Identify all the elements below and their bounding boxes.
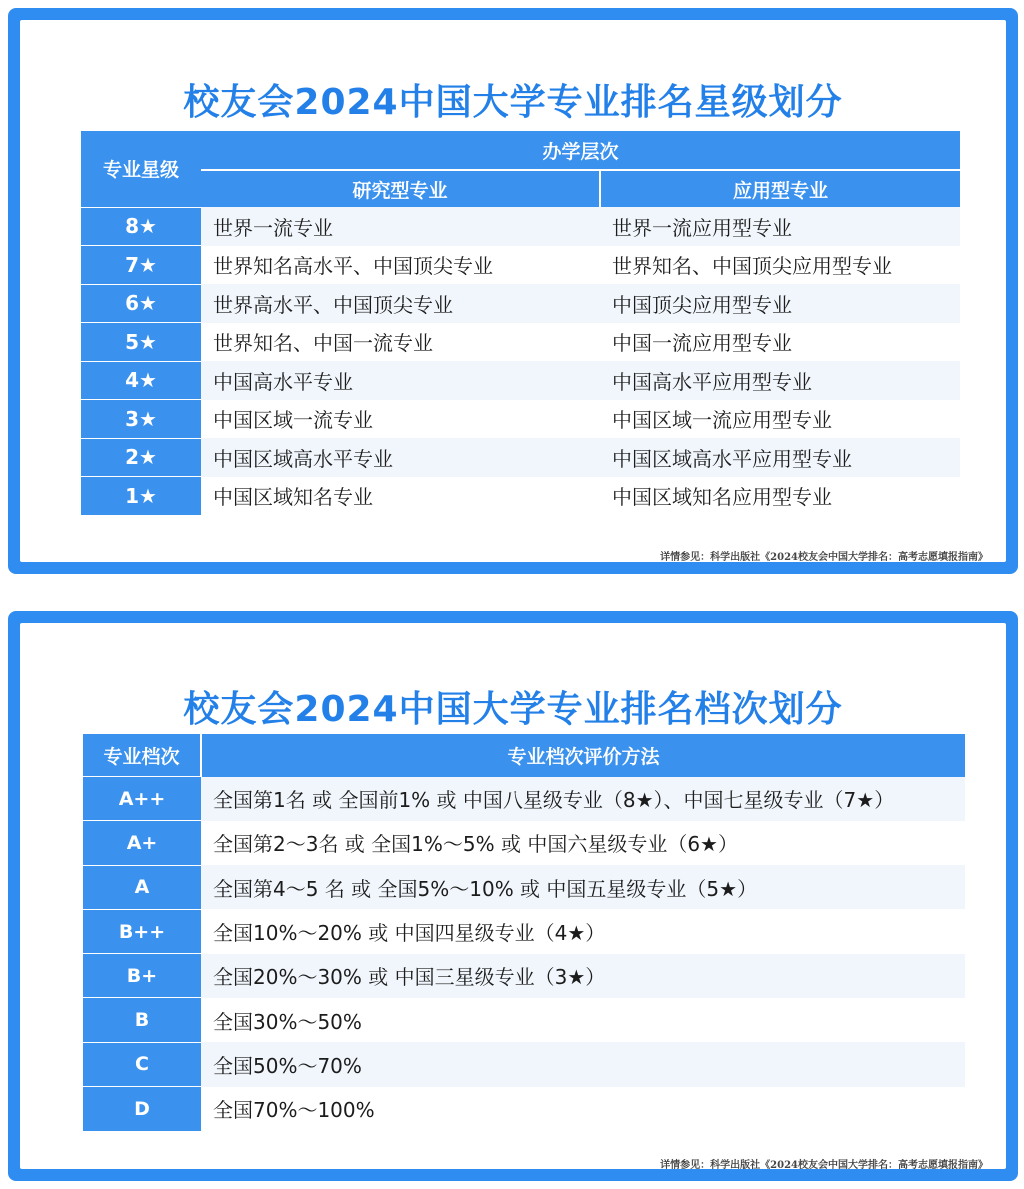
grade-tier-card-body [20,623,1006,1169]
table-row [81,207,960,246]
applied-major-cell: 世界知名、中国顶尖应用型专业 [600,246,960,285]
table-row [81,361,960,400]
table-row [81,284,960,323]
star-rating-title: 校友会2024中国大学专业排名星级划分 [183,82,843,123]
star-level-cell: 4★ [81,361,201,400]
header-research-major: 研究型专业 [201,170,600,207]
applied-major-cell: 世界一流应用型专业 [600,207,960,246]
table-row [81,477,960,516]
table-row [83,998,965,1042]
research-major-cell: 中国区域高水平专业 [201,438,600,477]
grade-tier-card [8,611,1018,1181]
evaluation-method-cell: 全国30%～50% [201,998,965,1042]
grade-tier-cell: A+ [83,821,201,865]
evaluation-method-cell: 全国50%～70% [201,1042,965,1086]
table-row [83,865,965,909]
research-major-cell: 世界一流专业 [201,207,600,246]
header-grade-tier: 专业档次 [83,734,201,777]
table-row [81,400,960,439]
table-row [81,323,960,362]
research-major-cell: 世界知名、中国一流专业 [201,323,600,362]
evaluation-method-cell: 全国70%～100% [201,1087,965,1131]
research-major-cell: 中国区域一流专业 [201,400,600,439]
grade-tier-cell: D [83,1087,201,1131]
evaluation-method-cell: 全国10%～20% 或 中国四星级专业（4★） [201,909,965,953]
research-major-cell: 世界高水平、中国顶尖专业 [201,284,600,323]
star-level-cell: 1★ [81,477,201,516]
research-major-cell: 世界知名高水平、中国顶尖专业 [201,246,600,285]
research-major-cell: 中国区域知名专业 [201,477,600,516]
evaluation-method-cell: 全国第1名 或 全国前1% 或 中国八星级专业（8★）、中国七星级专业（7★） [201,777,965,821]
star-level-cell: 2★ [81,438,201,477]
research-major-cell: 中国高水平专业 [201,361,600,400]
grade-tier-cell: B++ [83,909,201,953]
table-row [81,246,960,285]
grade-tier-cell: C [83,1042,201,1086]
grade-tier-cell: B [83,998,201,1042]
table-row [81,438,960,477]
evaluation-method-cell: 全国20%～30% 或 中国三星级专业（3★） [201,954,965,998]
header-school-level: 办学层次 [201,131,960,170]
table-row [83,954,965,998]
applied-major-cell: 中国高水平应用型专业 [600,361,960,400]
evaluation-method-cell: 全国第4～5 名 或 全国5%～10% 或 中国五星级专业（5★） [201,865,965,909]
evaluation-method-cell: 全国第2～3名 或 全国1%～5% 或 中国六星级专业（6★） [201,821,965,865]
grade-tier-cell: A [83,865,201,909]
star-rating-card-body [20,20,1006,562]
star-level-cell: 8★ [81,207,201,246]
star-rating-card [8,8,1018,574]
table-row [83,909,965,953]
grade-tier-cell: A++ [83,777,201,821]
applied-major-cell: 中国区域高水平应用型专业 [600,438,960,477]
applied-major-cell: 中国区域一流应用型专业 [600,400,960,439]
table-row [83,777,965,821]
applied-major-cell: 中国一流应用型专业 [600,323,960,362]
table-row [83,1042,965,1086]
star-level-cell: 3★ [81,400,201,439]
source-note: 详情参见：科学出版社《2024校友会中国大学排名：高考志愿填报指南》 [660,552,988,563]
star-rating-table [81,131,960,515]
grade-tier-cell: B+ [83,954,201,998]
table-row [83,821,965,865]
star-level-cell: 7★ [81,246,201,285]
source-note: 详情参见：科学出版社《2024校友会中国大学排名：高考志愿填报指南》 [660,1160,988,1171]
table-row [83,1087,965,1131]
grade-tier-title: 校友会2024中国大学专业排名档次划分 [183,689,843,730]
applied-major-cell: 中国区域知名应用型专业 [600,477,960,516]
star-level-cell: 6★ [81,284,201,323]
header-applied-major: 应用型专业 [600,170,960,207]
applied-major-cell: 中国顶尖应用型专业 [600,284,960,323]
header-star-level: 专业星级 [81,131,201,207]
grade-tier-table [83,734,965,1131]
star-level-cell: 5★ [81,323,201,362]
header-evaluation-method: 专业档次评价方法 [201,734,965,777]
